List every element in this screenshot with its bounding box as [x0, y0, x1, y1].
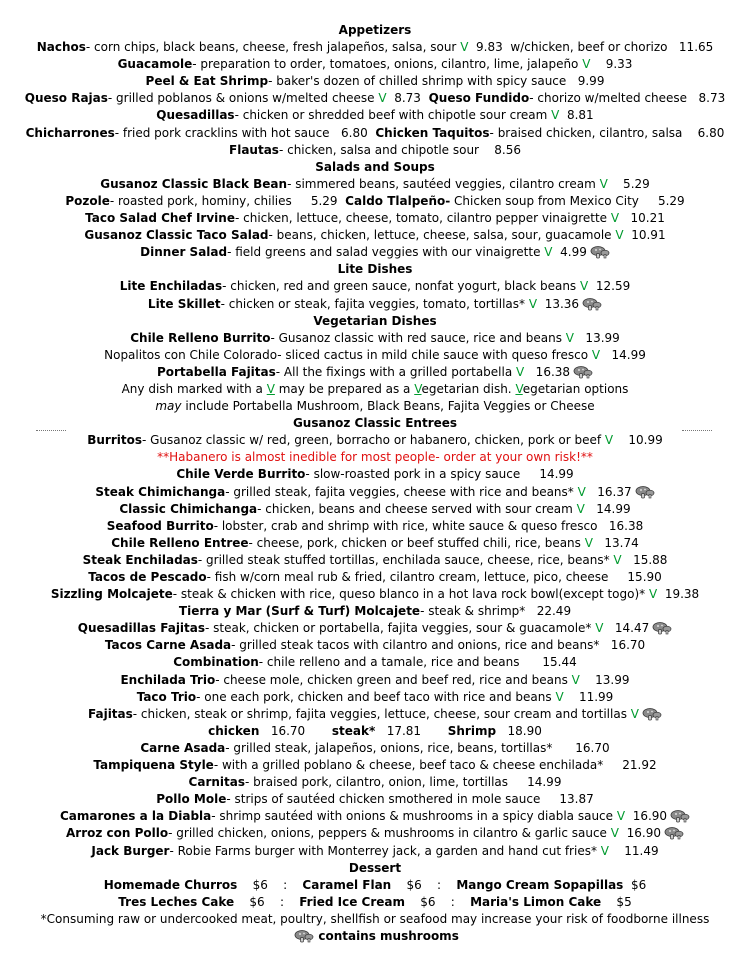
line-text: - grilled chicken, onions, peppers & mushrooms in cilantro & garlic sauce [168, 826, 611, 841]
item-name: Steak Enchiladas [82, 552, 198, 567]
menu-line [0, 313, 750, 330]
mushroom-icon [664, 826, 684, 840]
line-text: - preparation to order, tomatoes, onions, cilantro, lime, jalapeño [192, 57, 583, 72]
line-text: 10.21 [619, 211, 665, 226]
item-name: Homemade Churros [103, 877, 238, 892]
vegetarian-mark: V [515, 381, 523, 396]
item-name: Chile Relleno Entree [111, 535, 249, 550]
line-text: 8.81 [559, 108, 594, 123]
item-name: Gusanoz Classic Entrees [292, 416, 458, 431]
menu-line [0, 620, 750, 637]
line-text: - strips of sautéed chicken smothered in mole sauce 13.87 [226, 792, 594, 807]
menu-line [0, 603, 750, 620]
menu-line [0, 518, 750, 535]
item-name: Burritos [87, 433, 142, 448]
menu-line [0, 774, 750, 791]
line-text: 14.99 [584, 501, 631, 516]
line-text: - chicken or shredded beef with chipotle sour cream [234, 108, 552, 123]
vegetarian-mark: V [582, 57, 591, 72]
item-name: Tacos Carne Asada [104, 638, 232, 653]
item-name: Gusanoz Classic Taco Salad [84, 228, 269, 243]
line-text: $6 : [404, 894, 471, 909]
menu-line [0, 90, 750, 107]
vegetarian-mark: V [613, 552, 622, 567]
line-text: $5 [601, 894, 632, 909]
menu-line [0, 911, 750, 928]
line-text: 4.99 [552, 245, 587, 260]
menu-line [0, 278, 750, 295]
menu-line [0, 757, 750, 774]
item-name: Pozole [65, 193, 110, 208]
line-text: - steak, chicken or portabella, fajita veggies, sour & guacamole* [205, 621, 596, 636]
line-text: 13.99 [573, 330, 620, 345]
item-name: Quesadillas Fajitas [77, 621, 206, 636]
item-name: Fried Ice Cream [299, 894, 405, 909]
item-name: Carne Asada [140, 740, 226, 755]
menu-line [0, 535, 750, 552]
item-name: Vegetarian Dishes [313, 313, 437, 328]
line-text: may be prepared as a [274, 381, 415, 396]
vegetarian-mark: V [576, 501, 585, 516]
line-text: - corn chips, black beans, cheese, fresh jalapeños, salsa, sour [85, 40, 461, 55]
menu-line [0, 73, 750, 90]
mushroom-icon [294, 929, 314, 943]
line-text: 15.88 [621, 552, 668, 567]
item-name: Queso Rajas [24, 91, 108, 106]
line-text: 18.90 [496, 723, 542, 738]
line-text: egetarian options [522, 381, 629, 396]
menu-line [0, 227, 750, 244]
menu-line [0, 176, 750, 193]
line-text: - one each pork, chicken and beef taco with rice and beans [196, 689, 556, 704]
menu-line [0, 415, 750, 432]
menu-line [0, 381, 750, 398]
line-text: - fish w/corn meal rub & fried, cilantro cream, lettuce, pico, cheese 15.90 [206, 570, 662, 584]
line-text: - simmered beans, sautéed veggies, cilantro cream [287, 176, 600, 191]
item-name: Tres Leches Cake [118, 894, 235, 909]
menu-line [0, 843, 750, 860]
line-text: - beans, chicken, lettuce, cheese, salsa, sour, guacamole [268, 228, 616, 243]
vegetarian-mark: V [604, 433, 614, 448]
menu-line [0, 740, 750, 757]
item-name: Jack Burger [91, 843, 170, 858]
vegetarian-mark: V [595, 621, 604, 636]
item-name: Enchilada Trio [120, 672, 216, 687]
line-text: Any dish marked with a [121, 381, 267, 396]
line-text: - chorizo w/melted cheese 8.73 [529, 91, 726, 106]
menu-line [0, 894, 750, 911]
item-name: Tierra y Mar (Surf & Turf) Molcajete [178, 604, 421, 619]
line-text: $6 : [391, 877, 457, 892]
item-name: Lite Dishes [337, 262, 413, 277]
vegetarian-mark: V [460, 40, 469, 55]
mushroom-icon [652, 621, 672, 635]
item-name: Seafood Burrito [106, 518, 214, 533]
line-text: 11.49 [609, 843, 659, 858]
item-name: Dinner Salad [140, 245, 228, 260]
vegetarian-mark: V [516, 364, 525, 379]
vegetarian-mark: V [615, 228, 624, 243]
line-text: 10.91 [623, 228, 666, 243]
menu-line [0, 586, 750, 603]
menu-line [0, 125, 750, 142]
line-text: - chicken, steak or shrimp, fajita veggies, lettuce, cheese, sour cream and tortillas [132, 706, 631, 721]
vegetarian-mark: V [565, 330, 574, 345]
vegetarian-mark: V [266, 381, 275, 396]
menu-line [0, 398, 750, 415]
line-text: - chicken, lettuce, cheese, tomato, cilantro pepper vinaigrette [234, 211, 611, 226]
vegetarian-mark: V [577, 484, 586, 499]
line-text: include Portabella Mushroom, Black Beans, Fajita Veggies or Cheese [181, 399, 595, 414]
menu-line [0, 449, 750, 466]
item-name: Carnitas [188, 775, 246, 790]
line-text: Chicken soup from Mexico City 5.29 [450, 193, 685, 208]
line-text: - grilled poblanos & onions w/melted cheese [107, 91, 379, 106]
line-text: 16.37 [585, 484, 632, 499]
menu-line [0, 552, 750, 569]
item-name: Appetizers [338, 23, 412, 37]
line-text: 8.73 [386, 91, 429, 106]
vegetarian-mark: V [610, 211, 620, 226]
menu-line [0, 39, 750, 56]
menu-line [0, 706, 750, 723]
vegetarian-mark: V [610, 826, 619, 841]
item-name: Lite Enchiladas [119, 279, 223, 294]
item-name: Taco Trio [136, 689, 197, 704]
line-text: - with a grilled poblano & cheese, beef taco & cheese enchilada* 21.92 [213, 758, 657, 773]
vegetarian-mark: V [584, 535, 593, 550]
item-name: Maria's Limon Cake [470, 894, 602, 909]
menu-line [0, 22, 750, 39]
line-text: - chicken, red and green sauce, nonfat yogurt, black beans [222, 279, 581, 294]
line-text: *Consuming raw or undercooked meat, poultry, shellfish or seafood may increase your risk of foodborne illness [40, 911, 710, 926]
item-name: Lite Skillet [147, 296, 221, 311]
line-text: - braised chicken, cilantro, salsa 6.80 [489, 125, 725, 140]
line-text: 17.81 [375, 723, 448, 738]
line-text: $6 : [237, 877, 303, 892]
item-name: Nachos [36, 40, 86, 55]
item-name: Shrimp [447, 723, 497, 738]
vegetarian-mark: V [630, 706, 639, 721]
menu-line [0, 159, 750, 176]
item-name: Arroz con Pollo [66, 826, 169, 841]
menu-line [0, 432, 750, 449]
line-text: 16.90 [618, 826, 661, 841]
line-text: - lobster, crab and shrimp with rice, white sauce & queso fresco 16.38 [213, 518, 644, 533]
vegetarian-mark: V [571, 672, 580, 687]
item-name: Camarones a la Diabla [59, 809, 212, 824]
line-text: - braised pork, cilantro, onion, lime, tortillas 14.99 [245, 775, 562, 790]
line-text: - steak & chicken with rice, queso blanco in a hot lava rock bowl(except togo)* [172, 587, 649, 602]
item-name: Sizzling Molcajete [50, 587, 173, 602]
line-text: 16.90 [625, 809, 668, 824]
line-text: - chicken, beans and cheese served with sour cream [257, 501, 577, 516]
line-text: - grilled steak, fajita veggies, cheese with rice and beans* [225, 484, 578, 499]
vegetarian-mark: V [616, 809, 626, 824]
mushroom-icon [573, 365, 593, 379]
menu-line [0, 637, 750, 654]
item-name: Queso Fundido [428, 91, 530, 106]
line-text: - baker's dozen of chilled shrimp with spicy sauce 9.99 [268, 74, 605, 89]
item-name: contains mushrooms [314, 928, 459, 943]
item-name: Pollo Mole [156, 792, 227, 807]
menu-line [0, 466, 750, 483]
item-name: Chicharrones [25, 125, 115, 140]
line-text: - Gusanoz classic w/ red, green, borracho or habanero, chicken, pork or beef [141, 433, 605, 448]
line-text: 16.38 [524, 364, 571, 379]
vegetarian-mark: V [414, 381, 422, 396]
line-text: 14.99 [600, 347, 646, 362]
menu-line [0, 142, 750, 159]
menu-line [0, 193, 750, 210]
line-text: 12.59 [588, 279, 631, 294]
item-name: Fajitas [87, 706, 133, 721]
line-text: may [155, 399, 182, 414]
menu-line [0, 244, 750, 261]
line-text: - Gusanoz classic with red sauce, rice and beans [270, 330, 566, 345]
item-name: Taco Salad Chef Irvine [85, 211, 235, 226]
menu-line [0, 107, 750, 124]
item-name: Portabella Fajitas [156, 364, 276, 379]
menu-line [0, 347, 750, 364]
item-name: Caldo Tlalpeño- [345, 193, 451, 208]
vegetarian-mark: V [528, 296, 538, 311]
item-name: steak* [331, 723, 376, 738]
line-text: - chicken or steak, fajita veggies, tomato, tortillas* [220, 296, 529, 311]
line-text: - grilled steak, jalapeños, onions, rice, beans, tortillas* 16.70 [225, 740, 610, 755]
mushroom-icon [642, 707, 662, 721]
menu-line [0, 296, 750, 313]
menu-line [0, 672, 750, 689]
line-text: - fried pork cracklins with hot sauce 6.80 [114, 125, 376, 140]
item-name: Peel & Eat Shrimp [145, 74, 269, 89]
vegetarian-mark: V [600, 843, 609, 858]
menu-line [0, 569, 750, 586]
menu-list [0, 22, 750, 945]
vegetarian-mark: V [648, 587, 658, 602]
menu-line [0, 723, 750, 740]
item-name: Steak Chimichanga [95, 484, 226, 499]
item-name: Guacamole [117, 57, 193, 72]
menu-line [0, 501, 750, 518]
item-name: chicken [208, 723, 260, 738]
item-name: Flautas [229, 142, 279, 157]
line-text: 16.70 [259, 723, 332, 738]
item-name: Tampiquena Style [93, 758, 214, 773]
line-text: - slow-roasted pork in a spicy sauce 14.99 [305, 467, 574, 482]
menu-line [0, 877, 750, 894]
menu-line [0, 330, 750, 347]
vegetarian-mark: V [378, 91, 387, 106]
line-text: 9.83 w/chicken, beef or chorizo 11.65 [468, 40, 714, 55]
line-text: - grilled steak tacos with cilantro and onions, rice and beans* 16.70 [231, 638, 646, 653]
line-text: - All the fixings with a grilled portabella [275, 364, 517, 379]
line-text: - grilled steak stuffed tortillas, enchilada sauce, cheese, rice, beans* [197, 552, 614, 567]
menu-line [0, 56, 750, 73]
line-text: $6 [623, 877, 647, 892]
line-text: $6 : [234, 894, 300, 909]
item-name: Dessert [348, 860, 402, 875]
line-text: - shrimp sautéed with onions & mushrooms in a spicy diabla sauce [211, 809, 617, 824]
line-text: - roasted pork, hominy, chilies 5.29 [109, 193, 346, 208]
line-text: egetarian dish. [421, 381, 516, 396]
menu-line [0, 791, 750, 808]
mushroom-icon [670, 809, 690, 823]
line-text: 13.74 [592, 535, 639, 550]
menu-line [0, 689, 750, 706]
item-name: Salads and Soups [315, 159, 435, 174]
item-name: Chile Relleno Burrito [130, 330, 271, 345]
line-text: 5.29 [607, 176, 650, 191]
mushroom-icon [635, 485, 655, 499]
vegetarian-mark: V [599, 176, 608, 191]
menu-line [0, 928, 750, 945]
menu-line [0, 261, 750, 278]
line-text: 11.99 [563, 689, 614, 704]
item-name: Quesadillas [156, 108, 235, 123]
menu-line [0, 210, 750, 227]
vegetarian-mark: V [555, 689, 564, 704]
line-text: - chicken, salsa and chipotle sour 8.56 [278, 142, 521, 157]
line-text: 13.99 [579, 672, 630, 687]
item-name: Classic Chimichanga [119, 501, 258, 516]
line-text: 9.33 [590, 57, 633, 72]
line-text: - Robie Farms burger with Monterrey jack, a garden and hand cut fries* [169, 843, 601, 858]
line-text: 10.99 [613, 433, 663, 448]
item-name: Gusanoz Classic Black Bean [100, 176, 288, 191]
vegetarian-mark: V [580, 279, 589, 294]
line-text: - cheese mole, chicken green and beef red, rice and beans [215, 672, 572, 687]
menu-line [0, 484, 750, 501]
line-text: - cheese, pork, chicken or beef stuffed chili, rice, beans [248, 535, 585, 550]
menu-line [0, 808, 750, 825]
item-name: Tacos de Pescado [88, 570, 207, 584]
line-text: 13.36 [537, 296, 580, 311]
item-name: Caramel Flan [302, 877, 392, 892]
item-name: Combination [173, 655, 259, 670]
item-name: Chile Verde Burrito [176, 467, 306, 482]
item-name: Mango Cream Sopapillas [456, 877, 624, 892]
line-text: - chile relleno and a tamale, rice and beans 15.44 [258, 655, 577, 670]
line-text: 19.38 [657, 587, 700, 602]
mushroom-icon [590, 245, 610, 259]
menu-line [0, 364, 750, 381]
line-text: 14.47 [603, 621, 650, 636]
mushroom-icon [582, 297, 602, 311]
menu-line [0, 860, 750, 877]
menu-line [0, 825, 750, 842]
line-text: - steak & shrimp* 22.49 [420, 604, 572, 619]
line-text: Nopalitos con Chile Colorado- sliced cactus in mild chile sauce with queso fresco [104, 347, 592, 362]
menu-line [0, 654, 750, 671]
vegetarian-mark: V [551, 108, 560, 123]
line-text: **Habanero is almost inedible for most people- order at your own risk!** [157, 450, 593, 465]
item-name: Chicken Taquitos [375, 125, 490, 140]
vegetarian-mark: V [544, 245, 553, 260]
line-text: - field greens and salad veggies with our vinaigrette [227, 245, 545, 260]
vegetarian-mark: V [591, 347, 601, 362]
